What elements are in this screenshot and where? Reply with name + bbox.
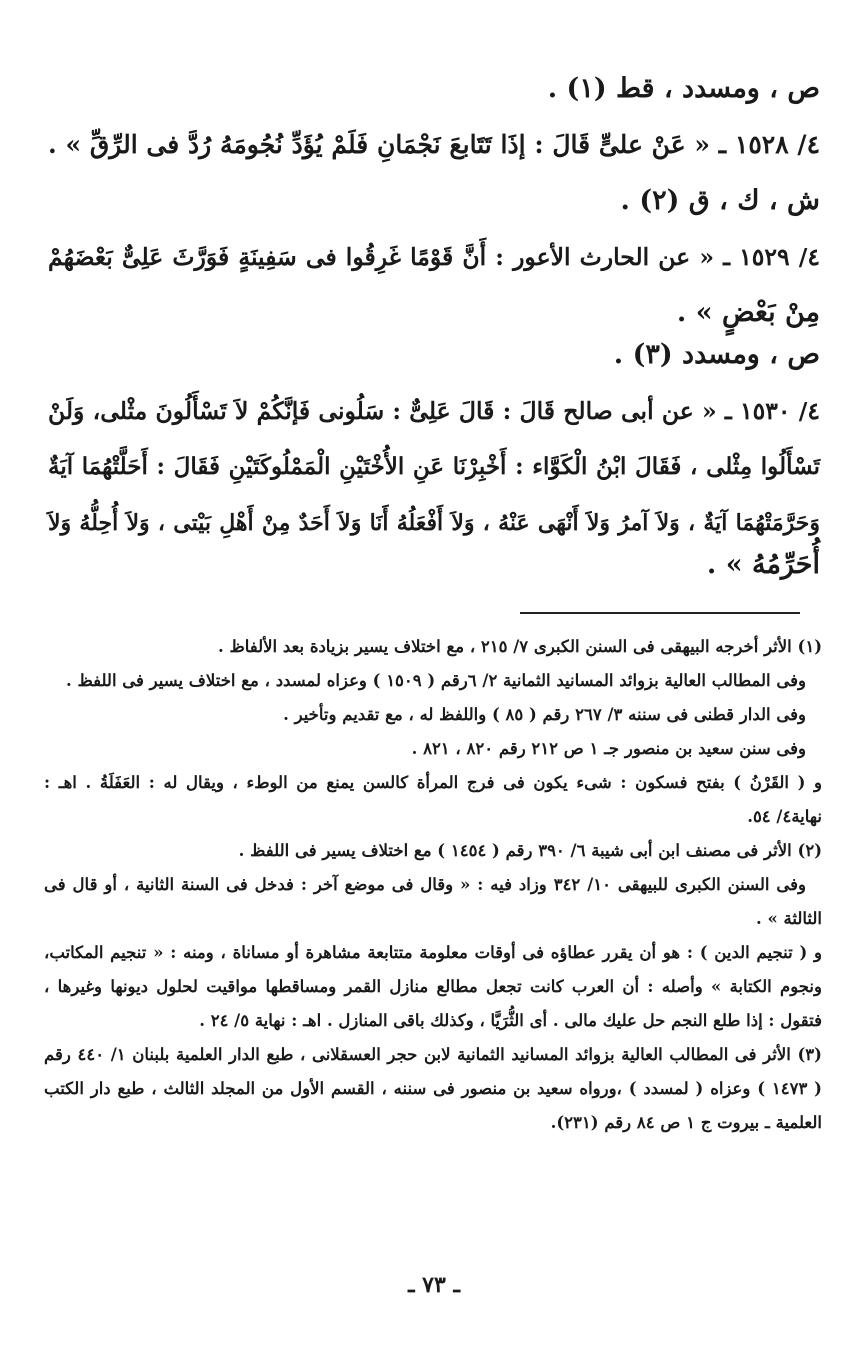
footnote-line: وفى السنن الكبرى للبيهقى ١٠/ ٣٤٢ وزاد فيه : « وقال فى موضع آخر : فدخل فى السنة الثانية ، أو قال فى bbox=[44, 875, 806, 894]
hadith-1529: ٤/ ١٥٢٩ ـ « عن الحارث الأعور : أَنَّ قَوْمًا غَرِقُوا فى سَفِينَةٍ فَوَرَّثَ عَلِىٌّ بَعْضَهُمْ bbox=[48, 243, 820, 271]
hadith-1528: ٤/ ١٥٢٨ ـ « عَنْ علىٍّ قَالَ : إذَا تَتَابعَ نَجْمَانِ فَلَمْ يُؤَدِّ نُجُومَهُ رُدَّ فى الرِّقِّ » . bbox=[48, 130, 820, 159]
hadith-1530: ٤/ ١٥٣٠ ـ « عن أبى صالح قَالَ : قَالَ عَلِىٌّ : سَلُونى فَإنَّكُمْ لاَ تَسْأَلُونَ مثْلى، وَلَنْ bbox=[48, 397, 820, 425]
footnote-divider bbox=[520, 612, 800, 614]
footnote-line: (٢) الأثر فى مصنف ابن أبى شيبة ٦/ ٣٩٠ رقم ( ١٤٥٤ ) مع اختلاف يسير فى اللفظ . bbox=[238, 841, 822, 860]
source-line: ص ، ومسدد ، قط (١) . bbox=[547, 73, 820, 104]
footnote-line: فتقول : إذا طلع النجم حل عليك مالى . أى الثُّرَيَّا ، وكذلك باقى المنازل . اهـ : نهاية ٥/ ٢٤ . bbox=[199, 1011, 822, 1030]
footnotes bbox=[44, 630, 822, 1140]
hadith-1529-continued: مِنْ بَعْضٍ » . bbox=[676, 297, 820, 328]
hadith-1530-continued: وَحَرَّمَتْهُمَا آيَةٌ ، وَلاَ آمرُ وَلاَ أَنْهَى عَنْهُ ، وَلاَ أَفْعَلُهُ أَنَا وَلاَ أَحَدٌ مِنْ أَهْلِ بَيْتى ، وَلاَ أُحِلُّهُ وَلاَ bbox=[48, 510, 820, 536]
footnote-line: وفى المطالب العالية بزوائد المسانيد الثمانية ٢/ ٦رقم ( ١٥٠٩ ) وعزاه لمسدد ، مع اختلاف يسير فى اللفظ . bbox=[65, 671, 806, 690]
source-line: ص ، ومسدد (٣) . bbox=[613, 339, 820, 370]
footnote-line: وفى سنن سعيد بن منصور جـ ١ ص ٢١٢ رقم ٨٢٠ ، ٨٢١ . bbox=[411, 739, 806, 758]
footnote-line: الثالثة » . bbox=[755, 909, 822, 928]
page-number: ـ ٧٣ ـ bbox=[408, 1272, 460, 1298]
hadith-1530-end: أُحَرِّمُهُ » . bbox=[706, 549, 820, 580]
footnote-line: ونجوم الكتابة » وأصله : أن العرب كانت تجعل مطالع منازل القمر ومساقطها مواقيت لحلول ديونها وغيرها ، bbox=[44, 977, 822, 996]
footnote-line: ( ١٤٧٣ ) وعزاه ( لمسدد ) ،ورواه سعيد بن منصور فى سننه ، القسم الأول من المجلد الثالث ، طبع دار الكتب bbox=[44, 1079, 822, 1098]
main-text bbox=[48, 68, 820, 586]
footnote-line: وفى الدار قطنى فى سننه ٣/ ٢٦٧ رقم ( ٨٥ ) واللفظ له ، مع تقديم وتأخير . bbox=[283, 705, 806, 724]
hadith-1530-continued: تَسْأَلُوا مِثْلى ، فَقَالَ ابْنُ الْكَوَّاء : أَخْبِرْنَا عَنِ الأُخْتَيْنِ الْمَمْلُوكَتَيْنِ فَقَالَ : أَحَلَّتْهُمَا آيَةٌ bbox=[48, 453, 820, 480]
footnote-line: (١) الأثر أخرجه البيهقى فى السنن الكبرى ٧/ ٢١٥ ، مع اختلاف يسير بزيادة بعد الألفاظ . bbox=[217, 637, 822, 656]
footnote-line: نهاية٤/ ٥٤. bbox=[747, 807, 822, 826]
source-line: ش ، ك ، ق (٢) . bbox=[620, 185, 820, 216]
footnote-line: و ( القَرْنُ ) بفتح فسكون : شىء يكون فى فرج المرأة كالسن يمنع من الوطء ، ويقال له : العَفَلَةُ . اهـ : bbox=[44, 773, 822, 792]
footnote-line: و ( تنجيم الدين ) : هو أن يقرر عطاؤه فى أوقات معلومة متتابعة مشاهرة أو مساناة ، ومنه : « تنجيم المكاتب، bbox=[44, 943, 822, 962]
footnote-line: (٣) الأثر فى المطالب العالية بزوائد المسانيد الثمانية لابن حجر العسقلانى ، طبع الدار العلمية بلبنان ١/ ٤٤٠ رقم bbox=[44, 1045, 822, 1064]
footnote-line: العلمية ـ بيروت ج ١ ص ٨٤ رقم (٢٣١). bbox=[550, 1113, 822, 1132]
